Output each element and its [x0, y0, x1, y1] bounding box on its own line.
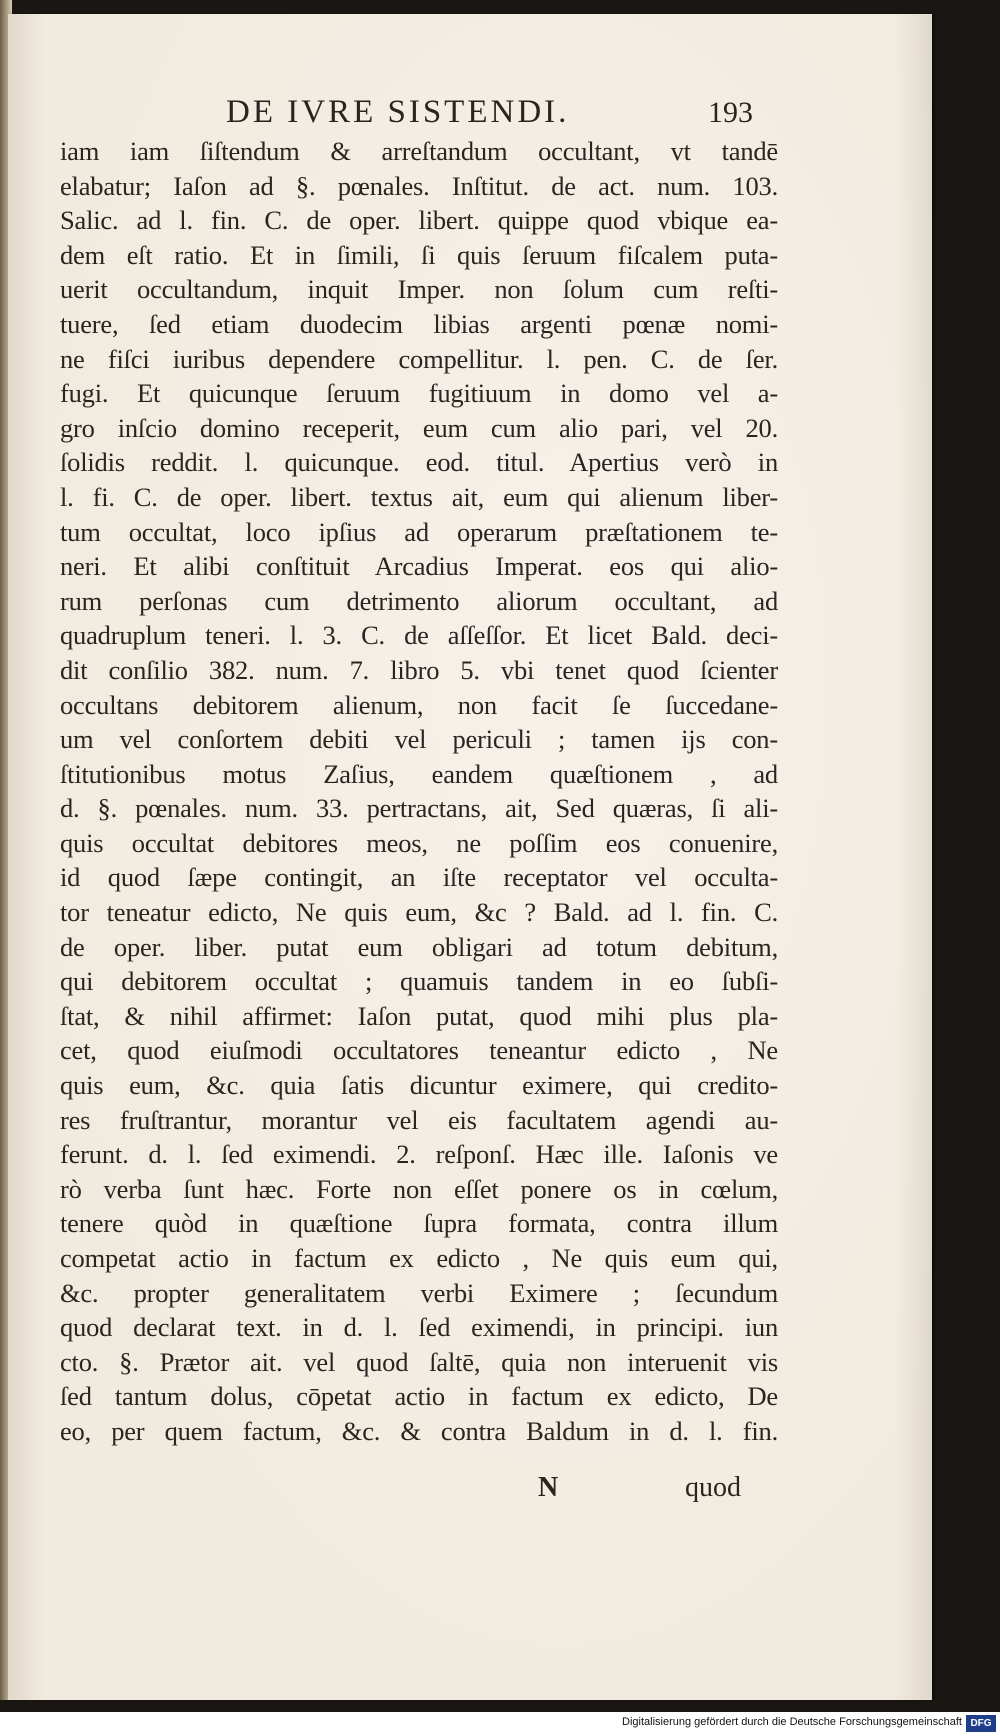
text-line: tuere, ſed etiam duodecim libias argenti pœnæ nomi-	[60, 308, 778, 339]
text-line: tum occultat, loco ipſius ad operarum præſtationem te-	[60, 516, 778, 547]
text-line: d. §. pœnales. num. 33. pertractans, ait, Sed quæras, ſi ali-	[60, 793, 778, 824]
credit-text: Digitalisierung gefördert durch die Deutsche Forschungsgemeinschaft	[622, 1716, 962, 1728]
running-head: DE IVRE SISTENDI.	[226, 94, 570, 130]
text-line: l. fi. C. de oper. libert. textus ait, eum qui alienum liber-	[60, 481, 778, 512]
text-line: de oper. liber. putat eum obligari ad totum debitum,	[60, 931, 778, 962]
text-line: ſtat, & nihil affirmet: Iaſon putat, quod mihi plus pla-	[60, 1000, 778, 1031]
text-line: cto. §. Prætor ait. vel quod ſaltē, quia non interuenit vis	[60, 1346, 778, 1377]
text-line: ne fiſci iuribus dependere compellitur. l. pen. C. de ſer.	[60, 343, 778, 374]
page-footer	[60, 1472, 778, 1508]
text-line: neri. Et alibi conſtituit Arcadius Imperat. eos qui alio-	[60, 551, 778, 582]
page-header	[8, 94, 932, 134]
text-line: occultans debitorem alienum, non facit ſe ſuccedane-	[60, 689, 778, 720]
text-line: tor teneatur edicto, Ne quis eum, &c ? Bald. ad l. fin. C.	[60, 897, 778, 928]
text-line: eo, per quem factum, &c. & contra Baldum in d. l. fin.	[60, 1415, 778, 1446]
text-line: dem eſt ratio. Et in ſimili, ſi quis ſeruum fiſcalem puta-	[60, 239, 778, 270]
catchword: quod	[685, 1472, 741, 1503]
text-line: quadruplum teneri. l. 3. C. de aſſeſſor. Et licet Bald. deci-	[60, 620, 778, 651]
text-line: cet, quod eiuſmodi occultatores teneantur edicto , Ne	[60, 1035, 778, 1066]
text-line: uerit occultandum, inquit Imper. non ſolum cum reſti-	[60, 274, 778, 305]
text-line: quis occultat debitores meos, ne poſſim eos conuenire,	[60, 827, 778, 858]
text-line: ſed tantum dolus, cōpetat actio in factum ex edicto, De	[60, 1381, 778, 1412]
text-line: id quod ſæpe contingit, an iſte receptator vel occulta-	[60, 862, 778, 893]
text-line: quis eum, &c. quia ſatis dicuntur eximere, qui credito-	[60, 1070, 778, 1101]
book-page	[8, 14, 932, 1700]
text-line: &c. propter generalitatem verbi Eximere ; ſecundum	[60, 1277, 778, 1308]
text-line: rò verba ſunt hæc. Forte non eſſet ponere os in cœlum,	[60, 1173, 778, 1204]
text-line: dit conſilio 382. num. 7. libro 5. vbi tenet quod ſcienter	[60, 654, 778, 685]
text-line: um vel conſortem debiti vel periculi ; tamen ijs con-	[60, 724, 778, 755]
dfg-logo: DFG	[966, 1715, 996, 1732]
text-line: gro inſcio domino receperit, eum cum alio pari, vel 20.	[60, 412, 778, 443]
text-line: ſolidis reddit. l. quicunque. eod. titul. Apertius verò in	[60, 447, 778, 478]
text-line: iam iam ſiſtendum & arreſtandum occultant, vt tandē	[60, 136, 778, 166]
credit-bar	[0, 1712, 1000, 1736]
page-number: 193	[708, 96, 753, 129]
text-line: fugi. Et quicunque ſeruum fugitiuum in domo vel a-	[60, 378, 778, 409]
text-line: res fruſtrantur, morantur vel eis facultatem agendi au-	[60, 1104, 778, 1135]
text-line: tenere quòd in quæſtione ſupra formata, contra illum	[60, 1208, 778, 1239]
text-line: ferunt. d. l. ſed eximendi. 2. reſponſ. Hæc ille. Iaſonis ve	[60, 1139, 778, 1170]
text-line: Salic. ad l. fin. C. de oper. libert. quippe quod vbique ea-	[60, 205, 778, 236]
text-line: competat actio in factum ex edicto , Ne quis eum qui,	[60, 1243, 778, 1273]
text-line: elabatur; Iaſon ad §. pœnales. Inſtitut. de act. num. 103.	[60, 170, 778, 201]
text-line: ſtitutionibus motus Zaſius, eandem quæſtionem , ad	[60, 758, 778, 789]
signature-mark: N	[538, 1472, 559, 1503]
text-line: qui debitorem occultat ; quamuis tandem in eo ſubſi-	[60, 966, 778, 997]
text-line: rum perſonas cum detrimento aliorum occultant, ad	[60, 585, 778, 616]
body-text	[60, 134, 778, 1449]
text-line: quod declarat text. in d. l. ſed eximendi, in principi. iun	[60, 1312, 778, 1343]
